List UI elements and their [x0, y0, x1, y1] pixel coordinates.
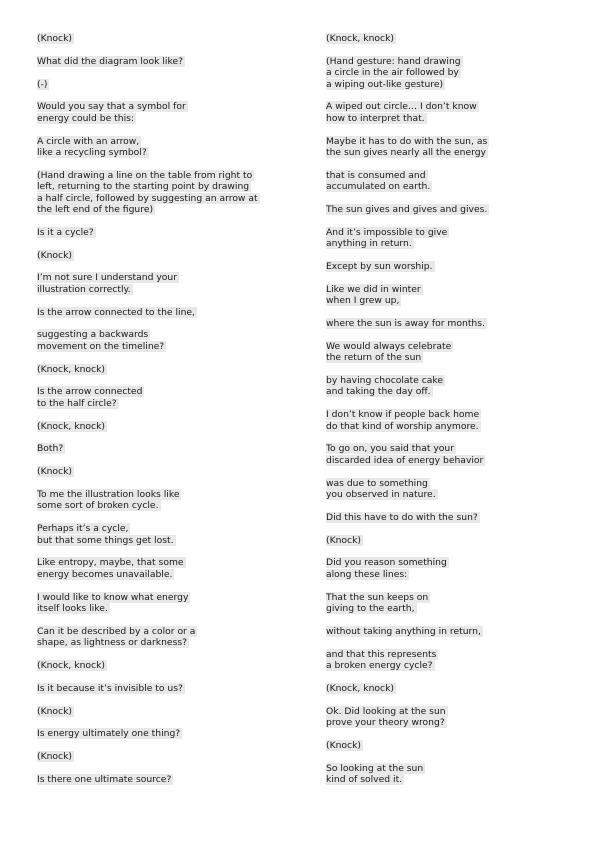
paragraph-text: (Knock): [37, 705, 73, 717]
paragraph-text: And it’s impossible to give anything in return.: [326, 226, 448, 250]
paragraph-text: without taking anything in return,: [326, 625, 481, 637]
paragraph-text: Like we did in winter when I grew up,: [326, 283, 421, 307]
paragraph: [37, 751, 287, 762]
paragraph: [37, 489, 287, 512]
paragraph-text: Except by sun worship.: [326, 261, 433, 273]
paragraph-text: Both?: [37, 443, 64, 455]
paragraph-text: Did this have to do with the sun?: [326, 511, 478, 523]
paragraph: [37, 466, 287, 477]
paragraph-text: Maybe it has to do with the sun, as the sun gives nearly all the energy: [326, 135, 488, 159]
paragraph-text: (Knock): [326, 739, 362, 751]
paragraph-text: (Knock, knock): [326, 682, 394, 694]
paragraph-text: Is the arrow connected to the line,: [37, 306, 195, 318]
paragraph-text: (Knock, knock): [326, 33, 394, 44]
paragraph-text: Is there one ultimate source?: [37, 774, 172, 785]
paragraph: [326, 318, 566, 329]
paragraph-text: where the sun is away for months.: [326, 318, 485, 330]
paragraph: [326, 592, 566, 615]
paragraph: [37, 307, 287, 318]
paragraph: [37, 557, 287, 580]
paragraph: [326, 261, 566, 272]
paragraph: [37, 706, 287, 717]
right-column: [326, 33, 566, 797]
paragraph: [37, 56, 287, 67]
paragraph-text: That the sun keeps on giving to the earth,: [326, 591, 429, 615]
paragraph-text: (Knock): [326, 534, 362, 546]
paragraph-text: Would you say that a symbol for energy could be this:: [37, 101, 186, 124]
paragraph-text: (Hand gesture: hand drawing a circle in the air followed by a wiping out-like gesture): [326, 55, 461, 90]
paragraph: [326, 56, 566, 90]
paragraph: [37, 329, 287, 352]
paragraph: [326, 284, 566, 307]
paragraph: [326, 626, 566, 637]
left-column: [37, 33, 287, 797]
paragraph: [326, 101, 566, 124]
paragraph: [37, 523, 287, 546]
paragraph: [326, 683, 566, 694]
paragraph: [37, 421, 287, 432]
paragraph: [326, 204, 566, 215]
paragraph-text: What did the diagram look like?: [37, 55, 183, 67]
paragraph: [326, 409, 566, 432]
paragraph-text: We would always celebrate the return of the sun: [326, 340, 452, 364]
paragraph: [37, 33, 287, 44]
paragraph: [37, 626, 287, 649]
paragraph: [37, 250, 287, 261]
paragraph: [37, 683, 287, 694]
paragraph-text: (Knock): [37, 249, 73, 261]
paragraph: [326, 478, 566, 501]
paragraph: [326, 136, 566, 159]
paragraph-text: Can it be described by a color or a shape, as lightness or darkness?: [37, 625, 196, 649]
paragraph-text: Is it because it’s invisible to us?: [37, 682, 183, 694]
paragraph-text: (Knock): [37, 751, 73, 763]
paragraph: [326, 763, 566, 786]
paragraph: [37, 774, 287, 785]
paragraph-text: suggesting a backwards movement on the timeline?: [37, 329, 165, 352]
paragraph: [37, 660, 287, 671]
paragraph-text: Is the arrow connected to the half circle?: [37, 386, 143, 409]
paragraph-text: Perhaps it’s a cycle, but that some things get lost.: [37, 523, 174, 546]
paragraph-text: (Knock, knock): [37, 660, 105, 672]
paragraph-text: (Knock): [37, 466, 73, 478]
paragraph: [326, 170, 566, 193]
paragraph: [37, 728, 287, 739]
paragraph: [37, 79, 287, 90]
paragraph-text: A wiped out circle… I don’t know how to interpret that.: [326, 101, 477, 124]
paragraph: [326, 535, 566, 546]
paragraph-text: Like entropy, maybe, that some energy becomes unavailable.: [37, 557, 184, 580]
paragraph: [37, 272, 287, 295]
paragraph-text: To go on, you said that your discarded idea of energy behavior: [326, 443, 484, 466]
paragraph-text: A circle with an arrow, like a recycling symbol?: [37, 135, 147, 158]
paragraph: [326, 512, 566, 523]
paragraph: [326, 557, 566, 580]
paragraph-text: I’m not sure I understand your illustration correctly.: [37, 272, 178, 295]
paragraph-text: Is it a cycle?: [37, 226, 94, 238]
paragraph: [326, 740, 566, 751]
paragraph-text: by having chocolate cake and taking the day off.: [326, 375, 444, 398]
paragraph-text: that is consumed and accumulated on earth.: [326, 169, 431, 193]
paragraph-text: Ok. Did looking at the sun prove your theory wrong?: [326, 705, 446, 729]
paragraph-text: I don’t know if people back home do that kind of worship anymore.: [326, 409, 480, 432]
paragraph-text: (Hand drawing a line on the table from right to left, returning to the starting point by drawing a half circle, followed by suggesting an arrow at the left end of the figure): [37, 169, 258, 216]
paragraph-text: I would like to know what energy itself looks like.: [37, 591, 189, 615]
paragraph: [326, 227, 566, 250]
paragraph-text: Did you reason something along these lines:: [326, 557, 447, 580]
paragraph: [37, 101, 287, 124]
paragraph-text: (Knock): [37, 33, 73, 44]
paragraph-text: (Knock, knock): [37, 363, 105, 375]
paragraph: [37, 386, 287, 409]
paragraph-text: To me the illustration looks like some sort of broken cycle.: [37, 489, 180, 512]
paragraph: [326, 33, 566, 44]
paragraph-text: So looking at the sun kind of solved it.: [326, 762, 424, 786]
paragraph: [326, 341, 566, 364]
paragraph: [37, 592, 287, 615]
paragraph: [326, 375, 566, 398]
paragraph: [37, 136, 287, 159]
paragraph-text: The sun gives and gives and gives.: [326, 204, 488, 216]
paragraph: [37, 170, 287, 216]
paragraph-text: Is energy ultimately one thing?: [37, 728, 181, 740]
paragraph-text: was due to something you observed in nature.: [326, 477, 436, 501]
paragraph-text: (Knock, knock): [37, 420, 105, 432]
paragraph-text: and that this represents a broken energy cycle?: [326, 648, 437, 672]
paragraph: [37, 227, 287, 238]
paragraph: [37, 443, 287, 454]
paragraph: [326, 649, 566, 672]
paragraph: [326, 443, 566, 466]
paragraph-text: (-): [37, 78, 48, 90]
paragraph: [37, 364, 287, 375]
paragraph: [326, 706, 566, 729]
